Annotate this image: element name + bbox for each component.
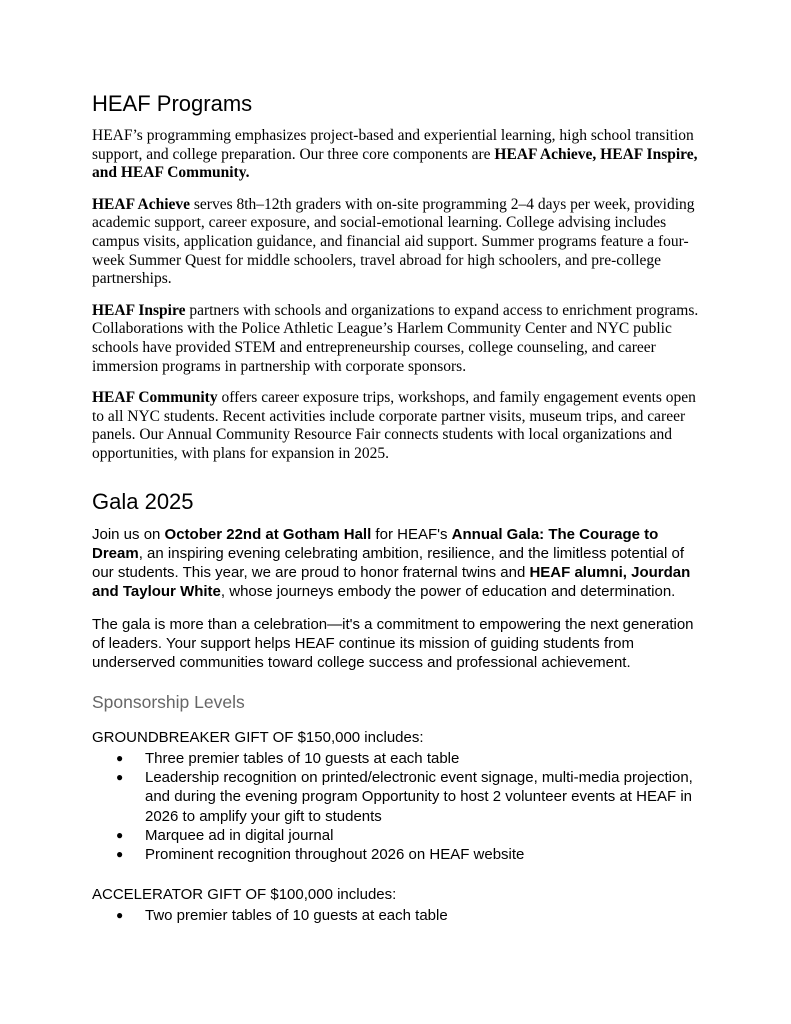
text-run: serves 8th–12th graders with on-site programming 2–4 days per week, providing academic support, career exposure, and social-emotional learning. College advising includes campus visits, application guidance, and financial aid support. Summer programs feature a four-week Summer Quest for middle schoolers, travel abroad for high schoolers, and pre-college partnerships. bbox=[92, 195, 695, 288]
text-run: , whose journeys embody the power of education and determination. bbox=[220, 583, 676, 601]
list-item-text: Prominent recognition throughout 2026 on HEAF website bbox=[145, 846, 525, 864]
paragraph-heaf-achieve bbox=[92, 196, 699, 289]
bold-text-run: HEAF Inspire bbox=[92, 301, 186, 319]
groundbreaker-bullet-list bbox=[92, 749, 699, 865]
bold-text-run: HEAF Achieve, HEAF Inspire, and HEAF Community. bbox=[92, 145, 698, 182]
list-item bbox=[92, 826, 699, 845]
list-item-text: Three premier tables of 10 guests at each table bbox=[145, 749, 460, 767]
list-item bbox=[92, 749, 699, 768]
text-run: HEAF’s programming emphasizes project-based and experiential learning, high school transition support, and college preparation. Our three core components are bbox=[92, 127, 694, 163]
text-run: , an inspiring evening celebrating ambition, resilience, and the limitless potential of our students. This year, we are proud to honor fraternal twins and bbox=[92, 544, 685, 582]
bullet-icon: ● bbox=[116, 770, 124, 785]
list-item bbox=[92, 845, 699, 864]
bullet-icon: ● bbox=[116, 828, 124, 843]
bullet-icon: ● bbox=[116, 750, 124, 765]
bullet-icon: ● bbox=[116, 847, 124, 862]
text-run: offers career exposure trips, workshops, and family engagement events open to all NYC students. Recent activities include corporate partner visits, museum trips, and career panels. Our Annual Community Resource Fair connects students with local organizations and opportunities, with plans for expansion in 2025. bbox=[92, 389, 696, 462]
bold-text-run: HEAF Community bbox=[92, 389, 218, 407]
bold-text-run: October 22nd at Gotham Hall bbox=[164, 525, 372, 543]
list-item bbox=[92, 768, 699, 826]
list-item-text: Leadership recognition on printed/electronic event signage, multi-media projection, and during the evening program Opportunity to host 2 volunteer events at HEAF in 2026 to amplify your gift to students bbox=[145, 769, 693, 825]
sponsorship-group-title-groundbreaker: GROUNDBREAKER GIFT OF $150,000 includes: bbox=[92, 728, 424, 746]
heading-heaf-programs: HEAF Programs bbox=[92, 91, 253, 116]
heading-gala-2025: Gala 2025 bbox=[92, 488, 194, 514]
bold-text-run: Annual Gala: The Courage to Dream bbox=[92, 525, 659, 562]
text-run: Join us on bbox=[92, 525, 165, 543]
sponsorship-group-title-accelerator: ACCELERATOR GIFT OF $100,000 includes: bbox=[92, 885, 397, 903]
text-run: The gala is more than a celebration—it's a commitment to empowering the next generation of leaders. Your support helps HEAF continue its mission of guiding students from underserved communities toward college success and professional achievement. bbox=[92, 615, 694, 672]
paragraph-heaf-community bbox=[92, 389, 699, 463]
paragraph-gala-mission bbox=[92, 615, 699, 673]
bold-text-run: HEAF alumni, Jourdan and Taylour White bbox=[92, 564, 691, 601]
list-item-text: Marquee ad in digital journal bbox=[145, 827, 334, 845]
subheading-sponsorship-levels: Sponsorship Levels bbox=[92, 691, 245, 712]
text-run: partners with schools and organizations to expand access to enrichment programs. Collaborations with the Police Athletic League’s Harlem Community Center and NYC public schools have provided STEM and entrepreneurship courses, college counseling, and career immersion programs in partnership with corporate sponsors. bbox=[92, 301, 699, 375]
list-item-text: Two premier tables of 10 guests at each table bbox=[145, 906, 448, 924]
paragraph-heaf-inspire bbox=[92, 302, 699, 376]
paragraph-gala-invite bbox=[92, 525, 699, 602]
text-run: for HEAF's bbox=[371, 525, 452, 543]
accelerator-bullet-list bbox=[92, 906, 699, 925]
paragraph-programs-intro bbox=[92, 127, 699, 183]
bold-text-run: HEAF Achieve bbox=[92, 195, 191, 213]
list-item bbox=[92, 906, 699, 925]
bullet-icon: ● bbox=[116, 907, 124, 922]
